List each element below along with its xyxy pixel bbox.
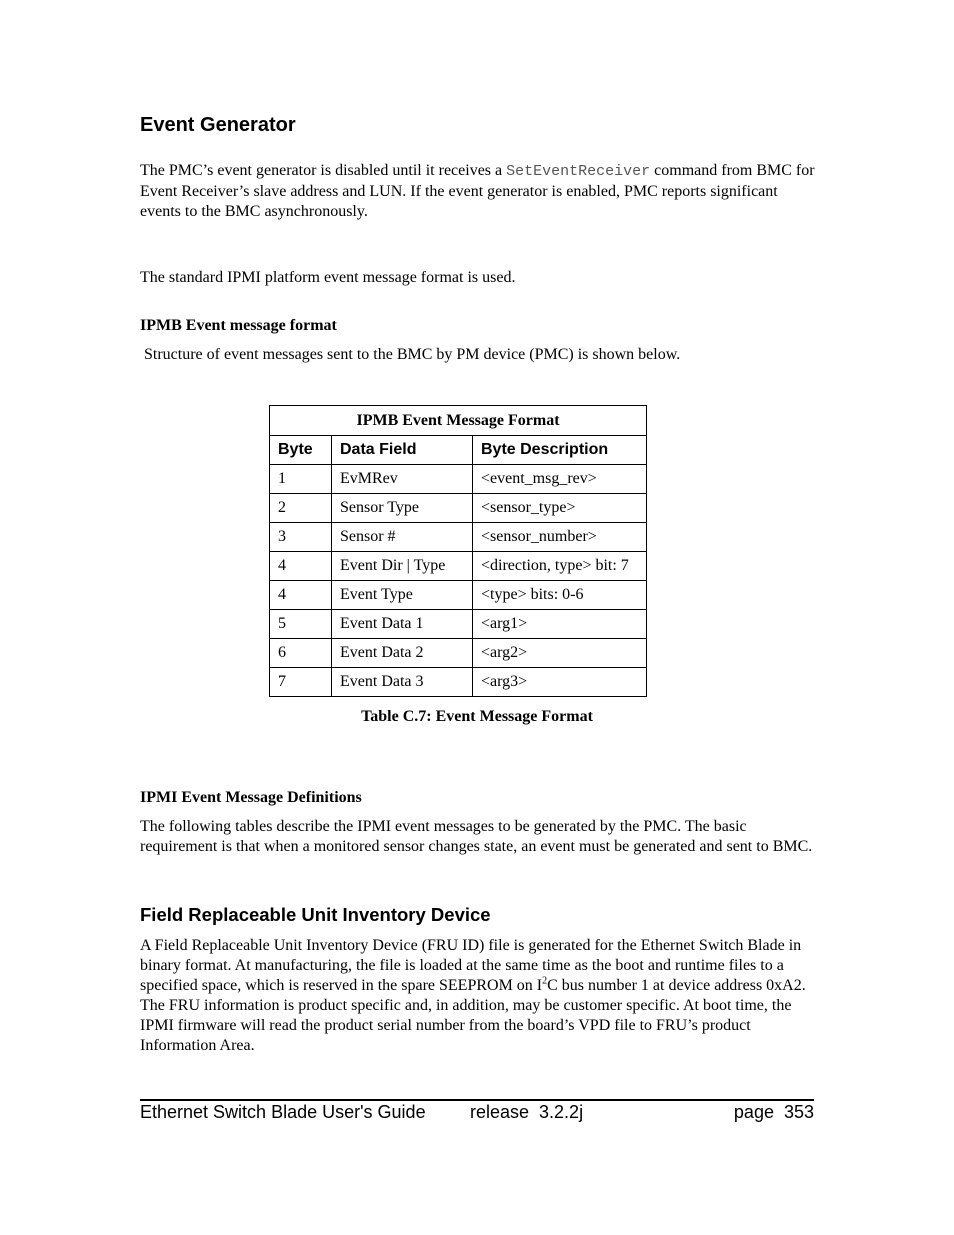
cell-byte: 6 bbox=[270, 639, 332, 668]
table-row bbox=[270, 668, 647, 697]
cell-byte-description: <event_msg_rev> bbox=[473, 465, 647, 494]
subheading-ipmi-event-definitions: IPMI Event Message Definitions bbox=[140, 789, 362, 806]
table-row bbox=[270, 552, 647, 581]
fru-paragraph bbox=[140, 936, 820, 1056]
cell-data-field: Sensor Type bbox=[332, 494, 473, 523]
cell-data-field: Event Data 1 bbox=[332, 610, 473, 639]
table-row bbox=[270, 523, 647, 552]
column-header-byte: Byte bbox=[270, 436, 332, 465]
cell-byte: 1 bbox=[270, 465, 332, 494]
table-row bbox=[270, 581, 647, 610]
cell-data-field: Event Data 2 bbox=[332, 639, 473, 668]
cell-byte: 7 bbox=[270, 668, 332, 697]
para-text: The PMC’s event generator is disabled until it receives a bbox=[140, 162, 507, 179]
table-caption: Table C.7: Event Message Format bbox=[361, 708, 593, 725]
para-text: C bus number 1 at device address 0xA2. The FRU information is product specific and, in addition, may be customer specific. At boot time, the IPMI firmware will read the product serial number from the board’s VPD file to FRU’s product Information Area. bbox=[140, 977, 806, 1054]
code-set-event-receiver: SetEventReceiver bbox=[506, 163, 651, 180]
cell-byte-description: <arg3> bbox=[473, 668, 647, 697]
superscript: 2 bbox=[542, 975, 548, 987]
footer-document-title: Ethernet Switch Blade User's Guide bbox=[140, 1102, 426, 1122]
cell-byte-description: <direction, type> bit: 7 bbox=[473, 552, 647, 581]
ipmb-event-message-table bbox=[269, 405, 647, 697]
event-generator-paragraph bbox=[140, 161, 820, 222]
cell-data-field: Event Type bbox=[332, 581, 473, 610]
cell-byte: 5 bbox=[270, 610, 332, 639]
cell-byte-description: <arg2> bbox=[473, 639, 647, 668]
cell-data-field: EvMRev bbox=[332, 465, 473, 494]
cell-data-field: Event Data 3 bbox=[332, 668, 473, 697]
cell-byte-description: <sensor_number> bbox=[473, 523, 647, 552]
event-format-paragraph: The standard IPMI platform event message format is used. bbox=[140, 269, 516, 286]
definitions-paragraph: The following tables describe the IPMI event messages to be generated by the PMC. The basic requirement is that when a monitored sensor changes state, an event must be generated and sent to BMC. bbox=[140, 818, 813, 855]
cell-byte-description: <sensor_type> bbox=[473, 494, 647, 523]
cell-data-field: Sensor # bbox=[332, 523, 473, 552]
subheading-ipmb-event-format: IPMB Event message format bbox=[140, 317, 337, 334]
cell-byte-description: <type> bits: 0-6 bbox=[473, 581, 647, 610]
table-row bbox=[270, 494, 647, 523]
para-text: A Field Replaceable Unit Inventory Device (FRU ID) file is generated for the Ethernet Switch Blade in binary format. At manufacturing, the file is loaded at the same time as the boot and runtime files to a specified space, which is reserved in the spare SEEPROM on I bbox=[140, 937, 802, 994]
cell-byte-description: <arg1> bbox=[473, 610, 647, 639]
section-heading-event-generator: Event Generator bbox=[140, 114, 296, 136]
cell-byte: 4 bbox=[270, 581, 332, 610]
cell-byte: 3 bbox=[270, 523, 332, 552]
section-heading-fru: Field Replaceable Unit Inventory Device bbox=[140, 904, 491, 925]
footer-page-number: page 353 bbox=[733, 1102, 814, 1122]
ipmb-intro-paragraph: Structure of event messages sent to the BMC by PM device (PMC) is shown below. bbox=[144, 346, 681, 363]
footer-release: release 3.2.2j bbox=[470, 1102, 584, 1122]
table-row bbox=[270, 465, 647, 494]
cell-byte: 2 bbox=[270, 494, 332, 523]
para-text: command from BMC for Event Receiver’s slave address and LUN. If the event generator is enabled, PMC reports significant events to the BMC asynchronously. bbox=[140, 162, 815, 220]
column-header-data-field: Data Field bbox=[332, 436, 473, 465]
table-row bbox=[270, 639, 647, 668]
table-row bbox=[270, 610, 647, 639]
cell-byte: 4 bbox=[270, 552, 332, 581]
column-header-byte-description: Byte Description bbox=[473, 436, 647, 465]
cell-data-field: Event Dir | Type bbox=[332, 552, 473, 581]
table-title: IPMB Event Message Format bbox=[270, 406, 647, 436]
